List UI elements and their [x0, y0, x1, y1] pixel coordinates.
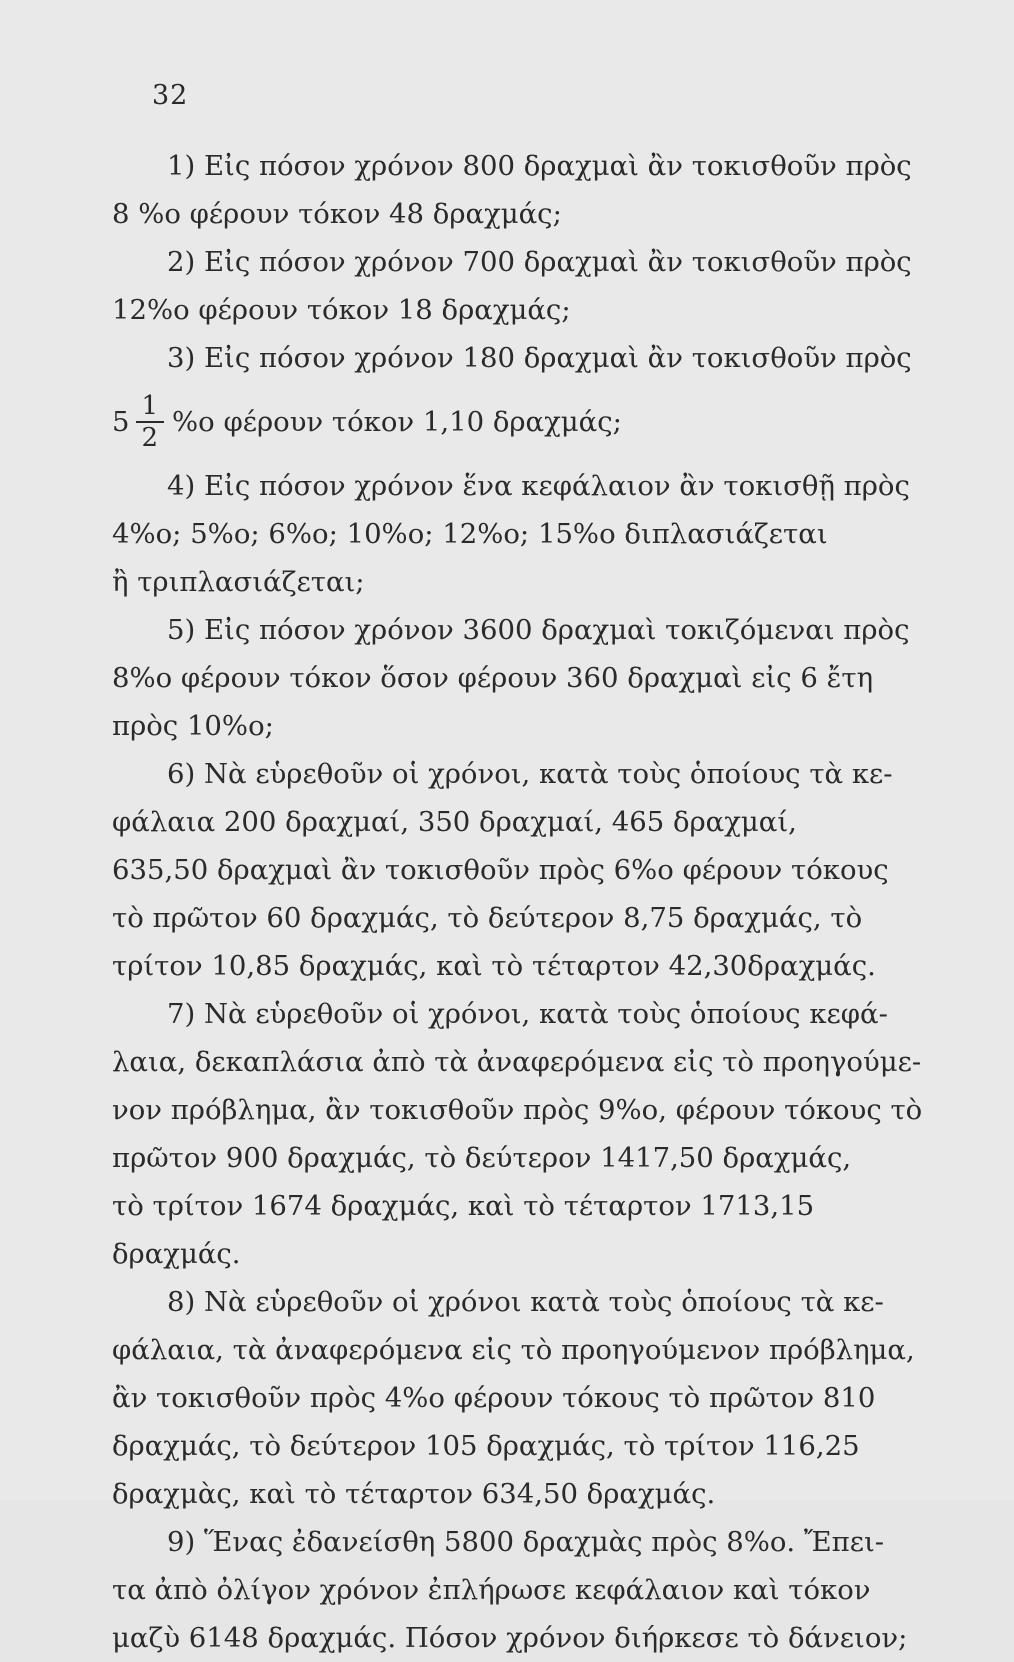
fraction-whole: 5: [112, 406, 130, 438]
page-number: 32: [152, 80, 189, 111]
text-line: φάλαια, τὰ ἀναφερόμενα εἰς τὸ προηγούμενον πρόβλημα,: [112, 1334, 915, 1366]
fraction-line-rest: %ο φέρουν τόκον 1,10 δραχμάς;: [172, 406, 622, 438]
text-line: 3) Εἰς πόσον χρόνον 180 δραχμαὶ ἂν τοκισθοῦν πρὸς: [167, 342, 912, 374]
text-line: νον πρόβλημα, ἂν τοκισθοῦν πρὸς 9%ο, φέρουν τόκους τὸ: [112, 1094, 923, 1126]
fraction-text-line: [112, 382, 982, 462]
fraction-numerator: 1: [136, 391, 165, 423]
text-line: φάλαια 200 δραχμαί, 350 δραχμαί, 465 δραχμαί,: [112, 806, 797, 838]
text-line: 12%ο φέρουν τόκον 18 δραχμάς;: [112, 294, 571, 326]
text-line: 9) Ἕνας ἐδανείσθη 5800 δραχμὰς πρὸς 8%ο. Ἔπει-: [167, 1526, 885, 1558]
text-line: δραχμὰς, καὶ τὸ τέταρτον 634,50 δραχμάς.: [112, 1478, 716, 1510]
fraction: [136, 391, 165, 453]
text-line: τὸ τρίτον 1674 δραχμάς, καὶ τὸ τέταρτον 1713,15: [112, 1190, 815, 1222]
text-line: 7) Νὰ εὑρεθοῦν οἱ χρόνοι, κατὰ τοὺς ὁποίους κεφά-: [167, 998, 888, 1030]
text-line: τα ἀπὸ ὀλίγον χρόνον ἐπλήρωσε κεφάλαιον καὶ τόκον: [112, 1574, 871, 1606]
fraction-denominator: 2: [141, 423, 159, 453]
text-line: πρῶτον 900 δραχμάς, τὸ δεύτερον 1417,50 δραχμάς,: [112, 1142, 852, 1174]
text-line: 8) Νὰ εὑρεθοῦν οἱ χρόνοι κατὰ τοὺς ὁποίους τὰ κε-: [167, 1286, 884, 1318]
text-line: 5) Εἰς πόσον χρόνον 3600 δραχμαὶ τοκιζόμεναι πρὸς: [167, 614, 910, 646]
text-line: λαια, δεκαπλάσια ἀπὸ τὰ ἀναφερόμενα εἰς τὸ προηγούμε-: [112, 1046, 922, 1078]
text-line: 6) Νὰ εὑρεθοῦν οἱ χρόνοι, κατὰ τοὺς ὁποίους τὰ κε-: [167, 758, 893, 790]
text-line: μαζὺ 6148 δραχμάς. Πόσον χρόνον διήρκεσε τὸ δάνειον;: [112, 1622, 908, 1654]
text-line: 4) Εἰς πόσον χρόνον ἕνα κεφάλαιον ἂν τοκισθῇ πρὸς: [167, 470, 910, 502]
text-line: 1) Εἰς πόσον χρόνον 800 δραχμαὶ ἂν τοκισθοῦν πρὸς: [167, 150, 912, 182]
text-line: δραχμάς.: [112, 1238, 241, 1270]
text-line: 8%ο φέρουν τόκον ὅσον φέρουν 360 δραχμαὶ εἰς 6 ἔτη: [112, 662, 874, 694]
problem-text: [112, 142, 982, 1662]
text-line: ἢ τριπλασιάζεται;: [112, 566, 365, 598]
text-line: δραχμάς, τὸ δεύτερον 105 δραχμάς, τὸ τρίτον 116,25: [112, 1430, 860, 1462]
text-line: ἂν τοκισθοῦν πρὸς 4%ο φέρουν τόκους τὸ πρῶτον 810: [112, 1382, 876, 1414]
text-line: 635,50 δραχμαὶ ἂν τοκισθοῦν πρὸς 6%ο φέρουν τόκους: [112, 854, 889, 886]
text-line: 2) Εἰς πόσον χρόνον 700 δραχμαὶ ἂν τοκισθοῦν πρὸς: [167, 246, 912, 278]
text-line: τρίτον 10,85 δραχμάς, καὶ τὸ τέταρτον 42,30δραχμάς.: [112, 950, 876, 982]
text-line: 8 %ο φέρουν τόκον 48 δραχμάς;: [112, 198, 562, 230]
text-line: πρὸς 10%ο;: [112, 710, 274, 742]
text-line: 4%ο; 5%ο; 6%ο; 10%ο; 12%ο; 15%ο διπλασιάζεται: [112, 518, 828, 550]
text-line: τὸ πρῶτον 60 δραχμάς, τὸ δεύτερον 8,75 δραχμάς, τὸ: [112, 902, 863, 934]
